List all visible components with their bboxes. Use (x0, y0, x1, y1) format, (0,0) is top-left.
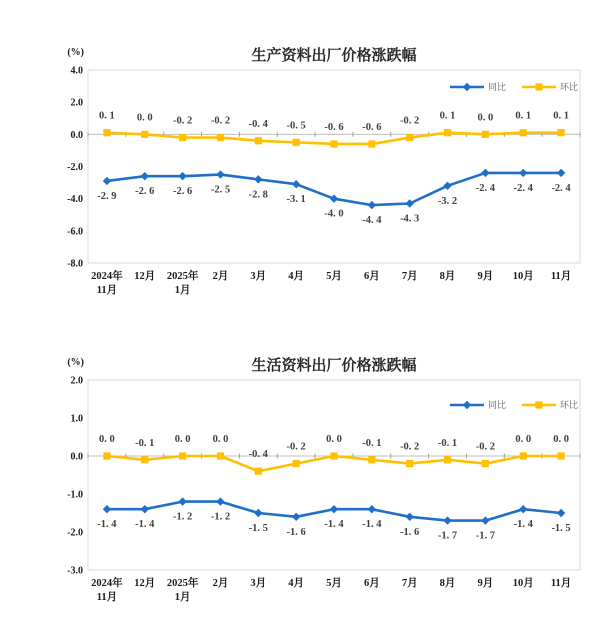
x-axis-category-label: 6月 (363, 578, 380, 589)
series-marker-环比 (255, 468, 262, 475)
series-marker-环比 (141, 131, 148, 138)
y-axis-tick-label: -8.0 (67, 258, 83, 270)
y-axis-tick-label: -6.0 (67, 226, 83, 238)
value-label: -1. 6 (400, 526, 420, 538)
series-marker-同比 (292, 180, 300, 188)
series-marker-环比 (103, 452, 110, 459)
series-marker-同比 (443, 516, 451, 524)
x-axis-category-label: 10月 (512, 271, 534, 282)
x-axis-category-label: 8月 (439, 271, 456, 282)
series-marker-环比 (141, 456, 148, 463)
value-label: -0. 2 (210, 115, 231, 127)
series-marker-同比 (292, 513, 300, 521)
value-label: -0. 4 (248, 118, 268, 130)
value-label: -1. 4 (513, 519, 533, 531)
series-marker-同比 (443, 182, 451, 190)
series-marker-环比 (217, 452, 224, 459)
x-axis-category-label: 1月 (174, 592, 191, 603)
series-marker-同比 (557, 169, 565, 177)
value-label: -1. 5 (551, 523, 571, 534)
value-label: -1. 7 (475, 530, 496, 542)
x-axis-category-label: 4月 (288, 578, 305, 589)
x-axis-category-label: 2月 (212, 271, 229, 282)
series-marker-环比 (406, 460, 413, 467)
consumer-goods-price-chart (0, 310, 612, 622)
y-axis-tick-label: -4.0 (67, 194, 83, 206)
value-label: -0. 1 (135, 437, 155, 449)
series-marker-同比 (557, 509, 565, 517)
series-marker-同比 (481, 169, 489, 177)
x-axis-category-label: 11月 (96, 592, 118, 603)
series-marker-同比 (368, 505, 376, 513)
y-axis-unit-label: (%) (67, 357, 84, 368)
value-label: 0. 1 (515, 110, 532, 122)
series-marker-同比 (481, 516, 489, 524)
series-marker-同比 (254, 175, 262, 183)
series-marker-同比 (216, 497, 224, 505)
legend-label: 同比 (487, 400, 506, 410)
value-label: -0. 1 (437, 437, 458, 449)
value-label: -0. 2 (475, 441, 496, 453)
plot-border (88, 380, 580, 570)
value-label: 0. 0 (326, 434, 342, 445)
y-axis-tick-label: 4.0 (70, 65, 83, 77)
value-label: -1. 4 (97, 519, 117, 531)
legend-label: 同比 (487, 82, 506, 92)
plot-border (88, 70, 580, 263)
value-label: -1. 4 (324, 519, 344, 531)
x-axis-category-label: 8月 (439, 578, 456, 589)
series-marker-环比 (217, 134, 224, 141)
value-label: -2. 4 (551, 182, 571, 194)
x-axis-category-label: 5月 (326, 578, 342, 589)
value-label: -2. 9 (97, 190, 117, 202)
series-marker-同比 (178, 172, 186, 180)
x-axis-category-label: 4月 (288, 271, 305, 282)
series-marker-同比 (141, 172, 149, 180)
value-label: -1. 4 (135, 519, 155, 531)
value-label: -0. 2 (400, 441, 420, 453)
series-marker-同比 (178, 497, 186, 505)
series-marker-同比 (405, 199, 413, 207)
x-axis-category-label: 12月 (134, 578, 156, 589)
series-marker-环比 (482, 460, 489, 467)
value-label: 0. 0 (477, 112, 494, 124)
series-marker-环比 (368, 140, 375, 147)
y-axis-tick-label: 0.0 (70, 451, 83, 463)
y-axis-tick-label: 2.0 (70, 97, 83, 109)
value-label: -4. 0 (324, 208, 344, 220)
series-marker-环比 (293, 460, 300, 467)
value-label: 0. 0 (136, 112, 153, 124)
series-marker-环比 (179, 134, 186, 141)
y-axis-tick-label: -3.0 (67, 565, 83, 577)
series-marker-环比 (179, 452, 186, 459)
value-label: 0. 0 (174, 434, 191, 445)
x-axis-category-label: 2025年 (166, 578, 199, 589)
x-axis-category-label: 7月 (401, 271, 418, 282)
x-axis-category-label: 3月 (250, 271, 267, 282)
x-axis-category-label: 9月 (477, 578, 494, 589)
value-label: -0. 2 (286, 441, 306, 453)
series-marker-同比 (330, 194, 338, 202)
x-axis-category-label: 6月 (363, 271, 380, 282)
value-label: -2. 6 (172, 186, 193, 198)
y-axis-tick-label: -1.0 (67, 489, 83, 501)
series-marker-环比 (557, 129, 564, 136)
x-axis-category-label: 12月 (134, 271, 156, 282)
x-axis-category-label: 3月 (250, 578, 267, 589)
value-label: -2. 4 (475, 182, 496, 194)
value-label: 0. 0 (553, 434, 569, 445)
value-label: -0. 4 (248, 449, 268, 461)
value-label: -3. 1 (286, 194, 306, 206)
series-marker-环比 (293, 139, 300, 146)
series-marker-同比 (368, 201, 376, 209)
series-marker-同比 (141, 505, 149, 513)
series-marker-同比 (330, 505, 338, 513)
series-marker-环比 (444, 129, 451, 136)
series-marker-同比 (519, 505, 527, 513)
value-label: -4. 3 (400, 213, 420, 225)
value-label: -0. 6 (324, 121, 344, 133)
value-label: -0. 6 (362, 121, 382, 133)
value-label: 0. 1 (439, 110, 456, 122)
series-marker-环比 (557, 452, 564, 459)
series-marker-环比 (368, 456, 375, 463)
series-marker-环比 (444, 456, 451, 463)
series-marker-同比 (519, 169, 527, 177)
value-label: -0. 5 (286, 120, 306, 132)
value-label: 0. 1 (99, 110, 115, 122)
series-marker-环比 (482, 131, 489, 138)
chart-title: 生产资料出厂价格涨跌幅 (251, 47, 417, 64)
producer-goods-price-chart (0, 0, 612, 305)
y-axis-tick-label: 0.0 (70, 129, 83, 141)
series-marker-同比 (216, 170, 224, 178)
series-marker-同比 (405, 513, 413, 521)
series-marker-环比 (255, 137, 262, 144)
value-label: -0. 2 (172, 115, 193, 127)
x-axis-category-label: 11月 (550, 578, 572, 589)
value-label: -1. 2 (210, 511, 231, 523)
y-axis-tick-label: 1.0 (70, 413, 83, 425)
value-label: -2. 8 (248, 189, 268, 201)
series-marker-同比 (103, 505, 111, 513)
consumer-price-plot-canvas (0, 310, 612, 622)
value-label: -2. 6 (135, 186, 155, 198)
x-axis-category-label: 11月 (550, 271, 572, 282)
value-label: -1. 6 (286, 526, 306, 538)
y-axis-tick-label: -2.0 (67, 162, 83, 173)
value-label: -2. 5 (210, 184, 231, 196)
series-marker-环比 (520, 452, 527, 459)
x-axis-category-label: 2024年 (91, 271, 123, 282)
x-axis-category-label: 7月 (401, 578, 418, 589)
series-marker-环比 (330, 452, 337, 459)
value-label: -2. 4 (513, 182, 533, 194)
y-axis-tick-label: -2.0 (67, 527, 83, 539)
value-label: 0. 0 (212, 434, 229, 445)
series-marker-同比 (254, 509, 262, 517)
x-axis-category-label: 11月 (96, 285, 118, 296)
value-label: -1. 2 (172, 511, 193, 523)
series-marker-环比 (520, 129, 527, 136)
x-axis-category-label: 10月 (512, 578, 534, 589)
series-marker-同比 (103, 177, 111, 185)
x-axis-category-label: 9月 (477, 271, 494, 282)
x-axis-category-label: 5月 (326, 271, 342, 282)
value-label: -3. 2 (437, 195, 458, 207)
value-label: 0. 1 (553, 110, 569, 122)
value-label: -1. 7 (437, 530, 458, 542)
x-axis-category-label: 2025年 (166, 271, 199, 282)
legend-label: 环比 (559, 82, 578, 92)
value-label: 0. 0 (99, 434, 115, 445)
value-label: -1. 4 (362, 519, 382, 531)
value-label: 0. 0 (515, 434, 532, 445)
y-axis-tick-label: 2.0 (70, 375, 83, 387)
chart-title: 生活资料出厂价格涨跌幅 (251, 357, 417, 374)
value-label: -0. 2 (400, 115, 420, 127)
x-axis-category-label: 2024年 (91, 578, 123, 589)
value-label: -4. 4 (362, 215, 382, 227)
value-label: -0. 1 (362, 437, 382, 449)
producer-price-plot-canvas (0, 0, 612, 305)
x-axis-category-label: 1月 (174, 285, 191, 296)
series-marker-环比 (330, 140, 337, 147)
x-axis-category-label: 2月 (212, 578, 229, 589)
series-marker-环比 (103, 129, 110, 136)
series-marker-环比 (406, 134, 413, 141)
value-label: -1. 5 (248, 523, 268, 534)
y-axis-unit-label: (%) (67, 47, 84, 58)
legend-label: 环比 (559, 400, 578, 410)
